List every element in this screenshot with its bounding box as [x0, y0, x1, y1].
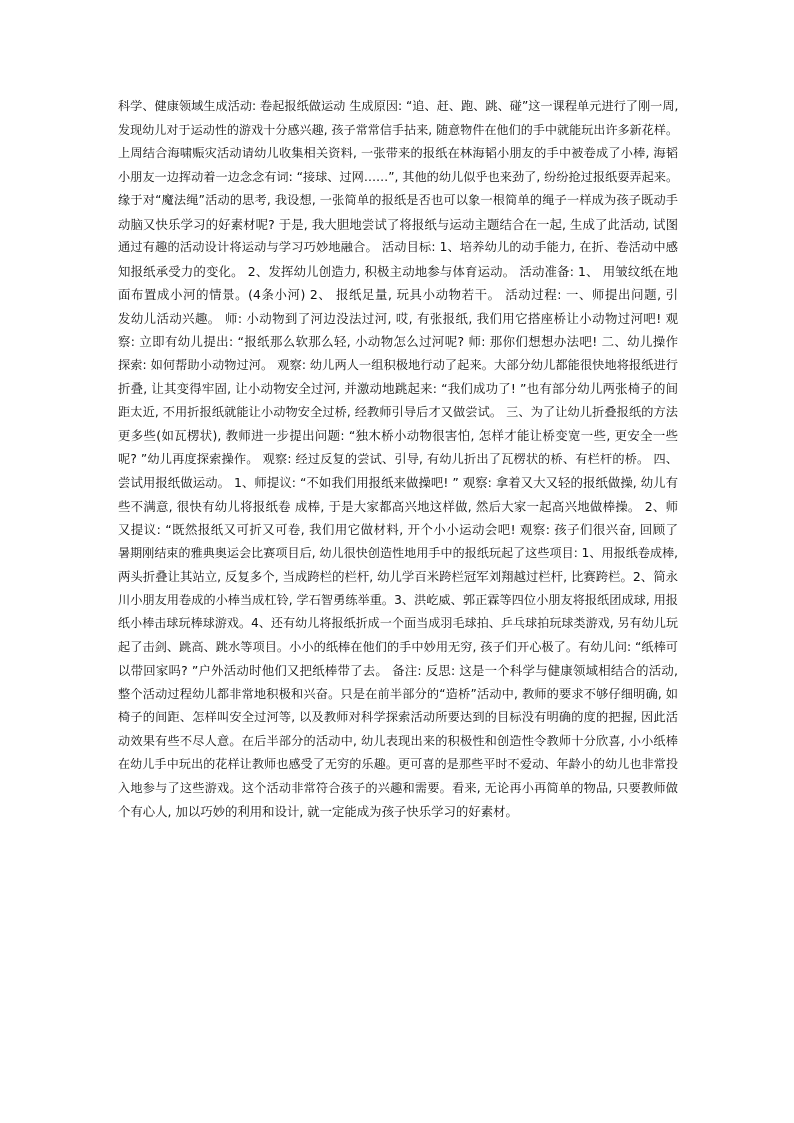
text-line: 椅子的间距、怎样叫安全过河等, 以及教师对科学探索活动所要达到的目标没有明确的度的把握, 因此活 — [118, 710, 678, 724]
text-line: 动效果有些不尽人意。在后半部分的活动中, 幼儿表现出来的积极性和创造性令教师十分欣喜, 小小纸棒 — [118, 733, 678, 748]
text-line: 面布置成小河的情景。(4条小河) 2、 报纸足量, 玩具小动物若干。 活动过程: 一、师提出问题, 引 — [118, 287, 678, 302]
text-line: 动脑又快乐学习的好素材呢? 于是, 我大胆地尝试了将报纸与运动主题结合在一起, 生成了此活动, 试图 — [118, 216, 678, 232]
text-line: 探索: 如何帮助小动物过河。 观察: 幼儿两人一组积极地行动了起来。大部分幼儿都能很快地将报纸进行 — [118, 357, 678, 372]
text-line: 小朋友一边挥动着一边念念有词: “接球、过网……”, 其他的幼儿似乎也来劲了, 纷纷抢过报纸耍弄起来。 — [118, 169, 678, 184]
text-line: 呢? ”幼儿再度探索操作。 观察: 经过反复的尝试、引导, 有幼儿折出了瓦楞状的桥、有栏杆的桥。 四、 — [118, 451, 678, 466]
text-line: 察: 立即有幼儿提出: “报纸那么软那么轻, 小动物怎么过河呢? 师: 那你们想想办法吧! 二、幼儿操作 — [118, 334, 678, 349]
text-line: 折叠, 让其变得牢固, 让小动物安全过河, 并激动地跳起来: “我们成功了! ”也有部分幼儿两张椅子的间 — [118, 381, 678, 396]
text-line: 又提议: “既然报纸又可折又可卷, 我们用它做材料, 开个小小运动会吧! 观察: 孩子们很兴奋, 回顾了 — [118, 522, 678, 537]
text-line: 以带回家吗? ”户外活动时他们又把纸棒带了去。 备注: 反思: 这是一个科学与健康领域相结合的活动, — [118, 663, 678, 678]
document-body — [118, 95, 678, 824]
text-line: 距太近, 不用折报纸就能让小动物安全过桥, 经教师引导后才又做尝试。 三、为了让幼儿折叠报纸的方法 — [118, 404, 678, 419]
text-line: 整个活动过程幼儿都非常地积极和兴奋。只是在前半部分的“造桥”活动中, 教师的要求不够仔细明确, 如 — [118, 686, 678, 701]
text-line: 纸小棒击球玩棒球游戏。4、还有幼儿将报纸折成一个面当成羽毛球拍、乒乓球拍玩球类游戏, 另有幼儿玩 — [118, 616, 678, 630]
text-line: 通过有趣的活动设计将运动与学习巧妙地融合。 活动目标: 1、培养幼儿的动手能力, 在折、卷活动中感 — [118, 240, 678, 254]
text-line: 知报纸承受力的变化。 2、发挥幼儿创造力, 积极主动地参与体育运动。 活动准备: 1、 用皱纹纸在地 — [118, 263, 678, 279]
text-line: 些不满意, 很快有幼儿将报纸卷 成棒, 于是大家都高兴地这样做, 然后大家一起高兴地做棒操。 2、师 — [118, 498, 678, 514]
text-line: 发现幼儿对于运动性的游戏十分感兴趣, 孩子常常信手拈来, 随意物件在他们的手中就能玩出许多新花样。 — [118, 122, 678, 137]
text-line: 个有心人, 加以巧妙的利用和设计, 就一定能成为孩子快乐学习的好素材。 — [118, 804, 518, 819]
text-line: 缘于对“魔法绳”活动的思考, 我设想, 一张简单的报纸是否也可以象一根简单的绳子一样成为孩子既动手 — [118, 193, 678, 207]
text-line: 科学、健康领域生成活动: 卷起报纸做运动 生成原因: “追、赶、跑、跳、碰”这一课程单元进行了刚一周, — [118, 99, 678, 113]
text-line: 发幼儿活动兴趣。 师: 小动物到了河边没法过河, 哎, 有张报纸, 我们用它搭座桥让小动物过河吧! 观 — [118, 310, 678, 326]
text-line: 起了击剑、跳高、跳水等项目。小小的纸棒在他们的手中妙用无穷, 孩子们开心极了。有幼儿问: “纸棒可 — [118, 639, 678, 654]
text-line: 暑期刚结束的雅典奥运会比赛项目后, 幼儿很快创造性地用手中的报纸玩起了这些项目: 1、用报纸卷成棒, — [118, 545, 678, 560]
text-line: 尝试用报纸做运动。 1、师提议: “不如我们用报纸来做操吧! ” 观察: 拿着又大又轻的报纸做操, 幼儿有 — [118, 475, 678, 490]
text-line: 入地参与了这些游戏。这个活动非常符合孩子的兴趣和需要。看来, 无论再小再简单的物品, 只要教师做 — [118, 780, 678, 795]
text-line: 川小朋友用卷成的小棒当成杠铃, 学石智勇练举重。3、洪屹威、郭正霖等四位小朋友将报纸团成球, 用报 — [118, 592, 678, 607]
text-line: 更多些(如瓦楞状), 教师进一步提出问题: “独木桥小动物很害怕, 怎样才能让桥变宽一些, 更安全一些 — [118, 428, 678, 443]
text-line: 在幼儿手中玩出的花样让教师也感受了无穷的乐趣。更可喜的是那些平时不爱动、年龄小的幼儿也非常投 — [118, 757, 678, 771]
text-line: 两头折叠让其站立, 反复多个, 当成跨栏的栏杆, 幼儿学百米跨栏冠军刘翔越过栏杆, 比赛跨栏。2、简永 — [118, 569, 678, 584]
text-line: 上周结合海啸赈灾活动请幼儿收集相关资料, 一张带来的报纸在林海韬小朋友的手中被卷成了小棒, 海韬 — [118, 146, 678, 160]
